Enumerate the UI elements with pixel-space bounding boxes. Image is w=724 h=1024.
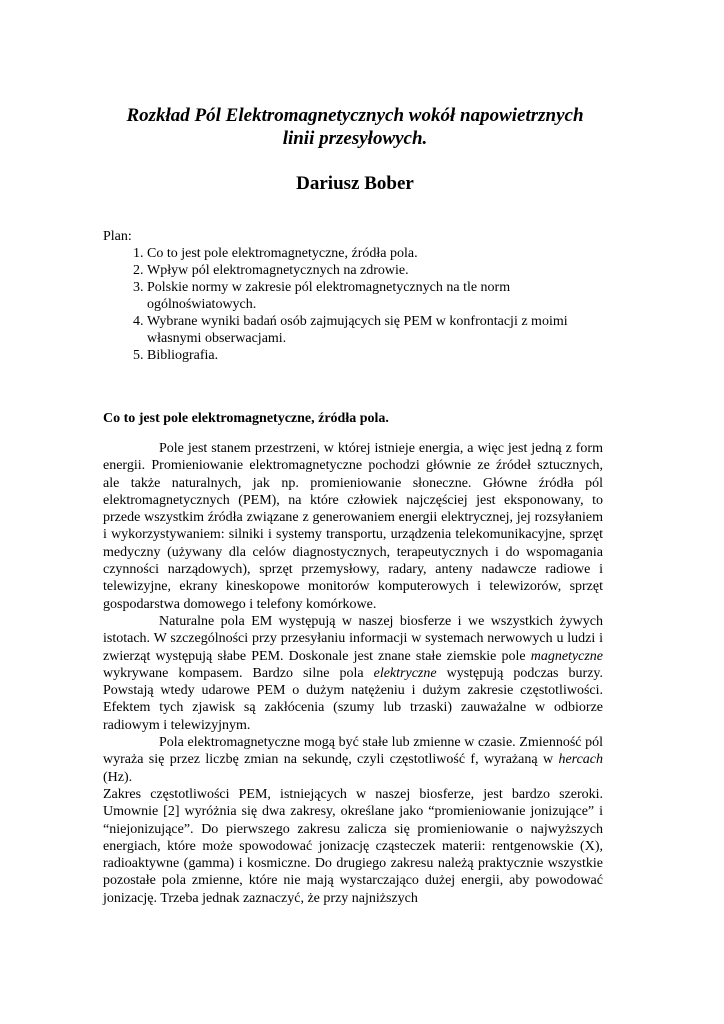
- term-elektryczne: elektryczne: [373, 665, 437, 681]
- plan-item: 4. Wybrane wyniki badań osób zajmujących się PEM w konfrontacji z moimi własnymi obserwacjami.: [147, 313, 603, 347]
- paragraph-3-text-a: Pola elektromagnetyczne mogą być stałe lub zmienne w czasie. Zmienność pól wyraża się przez liczbę zmian na sekundę, czyli częstotliwość f, wyrażaną w: [103, 735, 603, 768]
- author-name: Dariusz Bober: [296, 173, 414, 194]
- plan-item: 3. Polskie normy w zakresie pól elektromagnetycznych na tle norm ogólnoświatowych.: [147, 279, 603, 313]
- title-line-2: linii przesyłowych.: [282, 128, 428, 149]
- section-heading: Co to jest pole elektromagnetyczne, źródła pola.: [103, 411, 389, 426]
- paragraph-2-text-a: Naturalne pola EM występują w naszej biosferze i we wszystkich żywych istotach. W szczególności przy przesyłaniu informacji w systemach nerwowych u ludzi i zwierząt występują słabe PEM. Doskonale jest znane stałe ziemskie pole: [103, 613, 603, 664]
- plan-section: [103, 228, 603, 364]
- plan-label: Plan:: [103, 229, 132, 244]
- paragraph-2-text-b: wykrywane kompasem. Bardzo silne pola: [103, 665, 364, 681]
- plan-item: 5. Bibliografia.: [147, 347, 603, 364]
- paragraph-2: [103, 613, 603, 734]
- document-title: [100, 104, 610, 150]
- plan-item: 2. Wpływ pól elektromagnetycznych na zdrowie.: [147, 262, 603, 279]
- section-body: [103, 440, 603, 907]
- plan-item: 1. Co to jest pole elektromagnetyczne, źródła pola.: [147, 245, 603, 262]
- term-hercach: hercach: [558, 752, 604, 768]
- paragraph-3: [103, 734, 603, 786]
- paragraph-4: Zakres częstotliwości PEM, istniejących w naszej biosferze, jest bardzo szeroki. Umownie [2] wyróżnia się dwa zakresy, określane jako “promieniowanie jonizujące” i “niejonizujące”. Do pierwszego zakresu zalicza się promieniowanie o najwyższych energiach, które może spowodować jonizację cząsteczek materii: rentgenowskie (X), radioaktywne (gamma) i kosmiczne. Do drugiego zakresu należą praktycznie wszystkie pozostałe pola zmienne, które nie mają wystarczająco dużej energii, aby powodować jonizację. Trzeba jednak zaznaczyć, że przy najniższych: [103, 786, 603, 906]
- paragraph-3-text-b: (Hz).: [103, 769, 133, 785]
- term-magnetyczne: magnetyczne: [530, 648, 604, 664]
- title-line-1: Rozkład Pól Elektromagnetycznych wokół napowietrznych: [126, 105, 584, 126]
- plan-list: [103, 245, 603, 364]
- paragraph-1: Pole jest stanem przestrzeni, w której istnieje energia, a więc jest jedną z form energii. Promieniowanie elektromagnetyczne pochodzi głównie ze źródeł sztucznych, ale także naturalnych, jak np. promieniowanie słoneczne. Główne źródła pól elektromagnetycznych (PEM), na które człowiek najczęściej jest eksponowany, to przede wszystkim źródła związane z generowaniem energii elektrycznej, jej rozsyłaniem i wykorzystywaniem: silniki i systemy transportu, urządzenia telekomunikacyjne, sprzęt medyczny (używany dla celów diagnostycznych, terapeutycznych i do wspomagania czynności narządowych), sprzęt przemysłowy, radary, anteny nadawcze radiowe i telewizyjne, ekrany kineskopowe monitorów komputerowych i telewizorów, sprzęt gospodarstwa domowego i telefony komórkowe.: [103, 441, 603, 612]
- paragraph-2-text-c: występują podczas burzy. Powstają wtedy udarowe PEM o dużym natężeniu i dużym zakresie częstotliwości. Efektem tych zjawisk są zakłócenia (szumy lub trzaski) zauważalne w odbiorze radiowym i telewizyjnym.: [103, 665, 603, 733]
